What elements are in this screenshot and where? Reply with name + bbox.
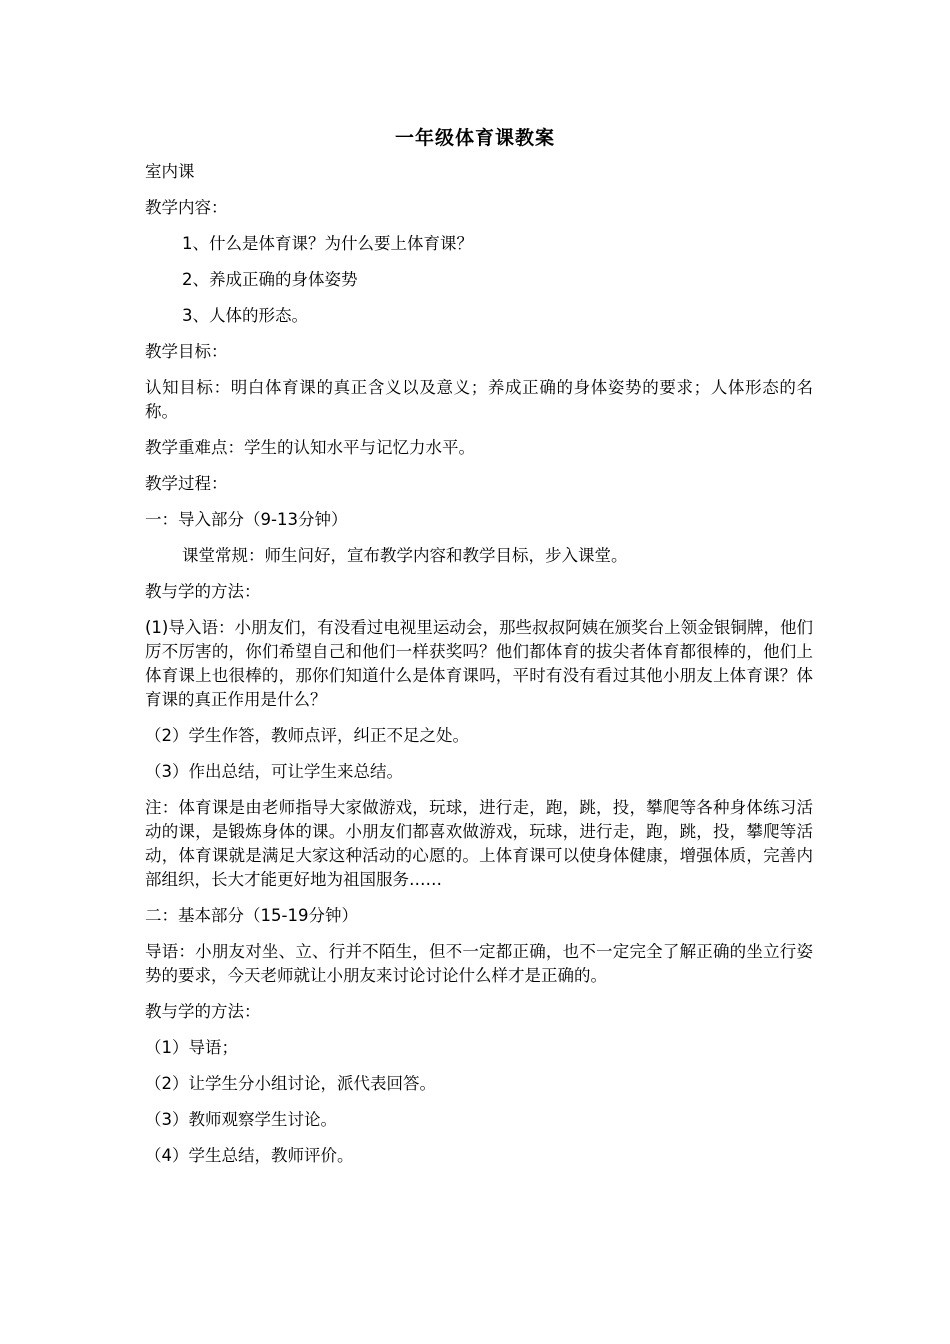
part-one-heading: 一：导入部分（9-13分钟） <box>145 510 348 529</box>
part-two-step-1: （1）导语； <box>145 1038 238 1057</box>
document-body <box>145 160 813 1180</box>
methods-heading-2: 教与学的方法： <box>145 1002 261 1021</box>
section-heading-objectives: 教学目标： <box>145 342 228 361</box>
part-two-step-4: （4）学生总结，教师评价。 <box>145 1146 354 1165</box>
content-item-1: 1、什么是体育课？为什么要上体育课？ <box>182 234 473 253</box>
content-item-2: 2、养成正确的身体姿势 <box>182 270 358 289</box>
cognitive-objective: 认知目标：明白体育课的真正含义以及意义；养成正确的身体姿势的要求；人体形态的名称。 <box>145 378 813 421</box>
document-title: 一年级体育课教案 <box>394 127 555 149</box>
class-routine: 课堂常规：师生问好，宣布教学内容和教学目标，步入课堂。 <box>182 546 628 565</box>
content-item-3: 3、人体的形态。 <box>182 306 308 325</box>
note-paragraph: 注：体育课是由老师指导大家做游戏，玩球，进行走，跑，跳，投，攀爬等各种身体练习活动的课，是锻炼身体的课。小朋友们都喜欢做游戏，玩球，进行走，跑，跳，投，攀爬等活动，体育课就是满足大家这种活动的心愿的。上体育课可以使身体健康，增强体质，完善内部组织，长大才能更好地为祖国服务…… <box>145 798 813 889</box>
methods-heading-1: 教与学的方法： <box>145 582 261 601</box>
part-two-heading: 二：基本部分（15-19分钟） <box>145 906 358 925</box>
intro-speech: (1)导入语：小朋友们，有没看过电视里运动会，那些叔叔阿姨在颁奖台上领金银铜牌，他们厉不厉害的，你们希望自己和他们一样获奖吗？他们都体育的拔尖者体育都很棒的，他们上体育课上也很棒的，那你们知道什么是体育课吗，平时有没有看过其他小朋友上体育课？体育课的真正作用是什么？ <box>145 618 813 709</box>
part-two-step-3: （3）教师观察学生讨论。 <box>145 1110 337 1129</box>
part-two-intro: 导语：小朋友对坐、立、行并不陌生，但不一定都正确，也不一定完全了解正确的坐立行姿势的要求，今天老师就让小朋友来讨论讨论什么样才是正确的。 <box>145 942 813 985</box>
method-step-2: （2）学生作答，教师点评，纠正不足之处。 <box>145 726 469 745</box>
method-step-3: （3）作出总结，可让学生来总结。 <box>145 762 403 781</box>
key-difficulties: 教学重难点：学生的认知水平与记忆力水平。 <box>145 438 475 457</box>
section-heading-content: 教学内容： <box>145 198 228 217</box>
class-type: 室内课 <box>145 162 195 181</box>
part-two-step-2: （2）让学生分小组讨论，派代表回答。 <box>145 1074 436 1093</box>
section-heading-process: 教学过程： <box>145 474 228 493</box>
